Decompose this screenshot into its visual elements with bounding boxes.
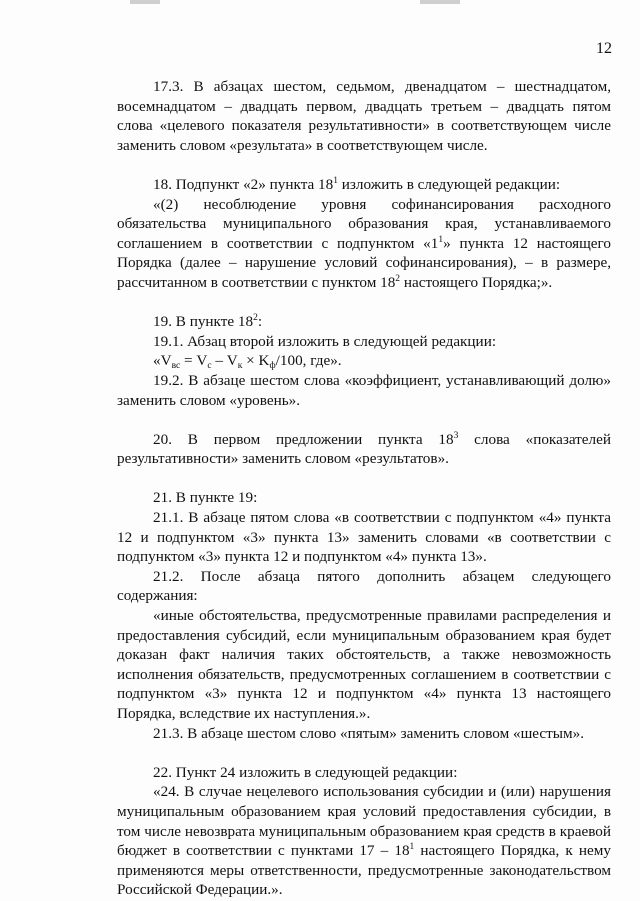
scan-artifact: [420, 0, 460, 4]
page-number: 12: [596, 40, 612, 57]
paragraph-22-text: «24. В случае нецелевого использования субсидии и (или) нарушения муниципальным образованием края условий предоставления субсидии, в том числе невозврата муниципальным образованием края средств в краевой бюджет в соответствии с пунктами $17 - 18^1$ настоящего Порядка, к нему применяются меры ответственности, предусмотренные законодательством Российской Федерации.».: [117, 783, 611, 899]
paragraph-18-text: «(2) несоблюдение уровня софинансирования расходного обязательства муниципального образования края, устанавливаемого соглашением в соответствии с подпунктом «$1^1$» пункта 12 настоящего Порядка (далее – нарушение условий софинансирования), – в размере, рассчитанном в соответствии с пунктом $18^2$ настоящего Порядка;».: [117, 195, 611, 291]
scan-artifact: [130, 0, 160, 4]
paragraph-21-heading: 21. В пункте 19:: [153, 489, 258, 507]
paragraph-21-2-quote: «иные обстоятельства, предусмотренные правилами распределения и предоставления субсидий, если муниципальным образованием края будет доказан факт наличия таких обстоятельств, а также невозможность исполнения обязательств, предусмотренных соглашением в соответствии с подпунктом «3» пункта 12 и подпунктом «4» пункта 13 настоящего Порядка, вследствие их наступления.».: [117, 607, 611, 722]
document-body: [117, 77, 611, 900]
paragraph-21-2: 21.2. После абзаца пятого дополнить абзацем следующего содержания:: [117, 567, 611, 605]
paragraph-18-heading: 18. Подпункт «2» пункта $18^1$ изложить в следующей редакции:: [153, 175, 561, 193]
paragraph-19-2: 19.2. В абзаце шестом слова «коэффициент, устанавливающий долю» заменить словом «уровень».: [117, 371, 611, 409]
paragraph-17-3: 17.3. В абзацах шестом, седьмом, двенадцатом – шестнадцатом, восемнадцатом – двадцать первом, двадцать третьем – двадцать пятом слова «целевого показателя результативности» в соответствующем числе заменить словом «результата» в соответствующем числе.: [117, 78, 611, 154]
paragraph-21-3: 21.3. В абзаце шестом слово «пятым» заменить словом «шестым».: [153, 724, 584, 742]
paragraph-19-1: 19.1. Абзац второй изложить в следующей редакции:: [153, 332, 497, 350]
paragraph-21-1: 21.1. В абзаце пятом слова «в соответствии с подпунктом «4» пункта 12 и подпунктом «3» пункта 13» заменить словами «в соответствии с подпунктом «3» пункта 12 и подпунктом «4» пункта 13».: [117, 509, 611, 566]
paragraph-19-heading: 19. В пункте $18^2$:: [153, 313, 263, 331]
formula: «$V_{вс} = V_с - V_к \times K_ф/100$, где».: [153, 352, 342, 372]
paragraph-20: 20. В первом предложении пункта $18^3$ слова «показателей результативности» заменить словом «результатов».: [117, 430, 611, 468]
paragraph-22-heading: 22. Пункт 24 изложить в следующей редакции:: [153, 763, 458, 781]
